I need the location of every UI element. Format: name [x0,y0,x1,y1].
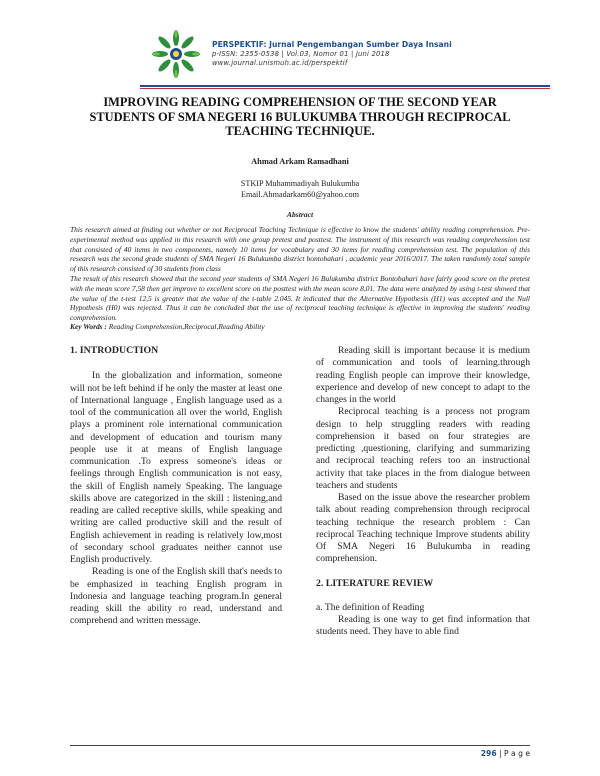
affiliation: STKIP Muhammadiyah Bulukumba [240,179,360,188]
affiliation-block [0,178,600,200]
intro-paragraph-1: In the globalization and information, someone will not be left behind if he only the master at least one of International language , English language used as a tool of the communication all over the world, English plays a prominent role international communication and development of education and tourism many people use it at means of English language communication .To express someone's ideas or feelings through English communication is not easy, the skill of English namely Speaking. The language skills above are categorized in the skill : listening,and reading are called receptive skills, while speaking and writing are called productive skill and the result of English achievement in reading is relatively low,most of secondary school graduates neither cannot use English productively. [70,370,282,565]
keywords [70,322,530,331]
right-column [316,345,530,639]
abstract-paragraph-2: The result of this research showed that the second year students of SMA Negeri 16 Bulukumba district Bontobahari have fairly good score on the pretest with the mean score 7,58 then get improve to excellent score on the posttest with the mean score 8,01. The data were analyzed by using t-test showed that the value of the t-test 12,5 is greater that the value of the t-table 2.045. It indicated that the Alternative Hypothesis (H1) was accepted and the Null Hypothesis (H0) was rejected. Thus it can be concluded that the use of reciprocal teaching technique is effective in improving the students' reading comprehension. [70,273,530,323]
section-heading-literature-review: 2. LITERATURE REVIEW [316,577,434,589]
keywords-value: Reading Comprehension,Reciprocal,Reading Ability [108,322,265,331]
keywords-label: Key Words : [70,322,107,331]
page-label: | P a g e [499,749,530,758]
page-footer [481,749,530,758]
section-heading-introduction: 1. INTRODUCTION [70,345,159,356]
abstract-paragraph-1: This research aimed at finding out whether or not Reciprocal Teaching Technique is effective to know the students' ability reading comprehension. Pre-experimental method was applied in this research with one group pretest and posttest. The instrument of this research was reading comprehension test that consisted of 40 items in two components, namely 10 items for vocabulary and 30 items for reading comprehension test. The population of this research was the second grade students of SMA Negeri 16 Bulukumba district bontobahari , academic year 2016/2017. The taken randomly total sample of this research consisted of 30 students from class [70,225,530,274]
left-column [70,345,282,628]
abstract [70,225,530,323]
literature-paragraph-1: Reading is one way to get find information that students need. They have to able find [316,614,530,638]
issn-line: p-ISSN: 2355-0538 | Vol.03, Nomor 01 | Juni 2018 [212,50,390,58]
journal-header [212,40,452,67]
journal-website: www.journal.unismuh.ac.id/perspektif [212,59,348,67]
intro-paragraph-4: Reciprocal teaching is a process not program design to help struggling readers with reading comprehension it based on four strategies are predicting ,questioning, clarifying and summarizing and reciprocal teaching refers too an instructional activity that take places in the from dialogue between teachers and students [316,406,530,491]
header-rule-blue [140,85,550,87]
journal-name: PERSPEKTIF: Jurnal Pengembangan Sumber Daya Insani [212,40,452,49]
header-rule-red [140,88,550,89]
intro-paragraph-2: Reading is one of the English skill that's needs to be emphasized in teaching English program in Indonesia and language teaching program.In general reading skill the ability ro read, understand and comprehend and written message. [70,566,282,627]
intro-paragraph-5: Based on the issue above the researcher problem talk about reading comprehension through reciprocal teaching technique the research problem : Can reciprocal Teaching technique Improve students ability Of SMA Negeri 16 Bulukumba in reading comprehension. [316,492,530,565]
author-email: Email.Ahmadarkam60@yahoo.com [240,190,360,199]
page-number: 296 [480,749,497,758]
footer-rule [70,745,530,746]
paper-title: IMPROVING READING COMPREHENSION OF THE SECOND YEAR STUDENTS OF SMA NEGERI 16 BULUKUMBA THROUGH RECIPROCAL TEACHING TECHNIQUE. [89,95,511,138]
flower-logo-icon [150,28,202,80]
subsection-heading: a. The definition of Reading [316,601,425,613]
author-name: Ahmad Arkam Ramadhani [251,157,349,166]
intro-paragraph-3: Reading skill is important because it is medium of communication and tools of learning.through reading English people can improve their knowledge, experience and develop of new concept to adapt to the changes in the world [316,345,530,405]
abstract-heading: Abstract [286,210,314,219]
